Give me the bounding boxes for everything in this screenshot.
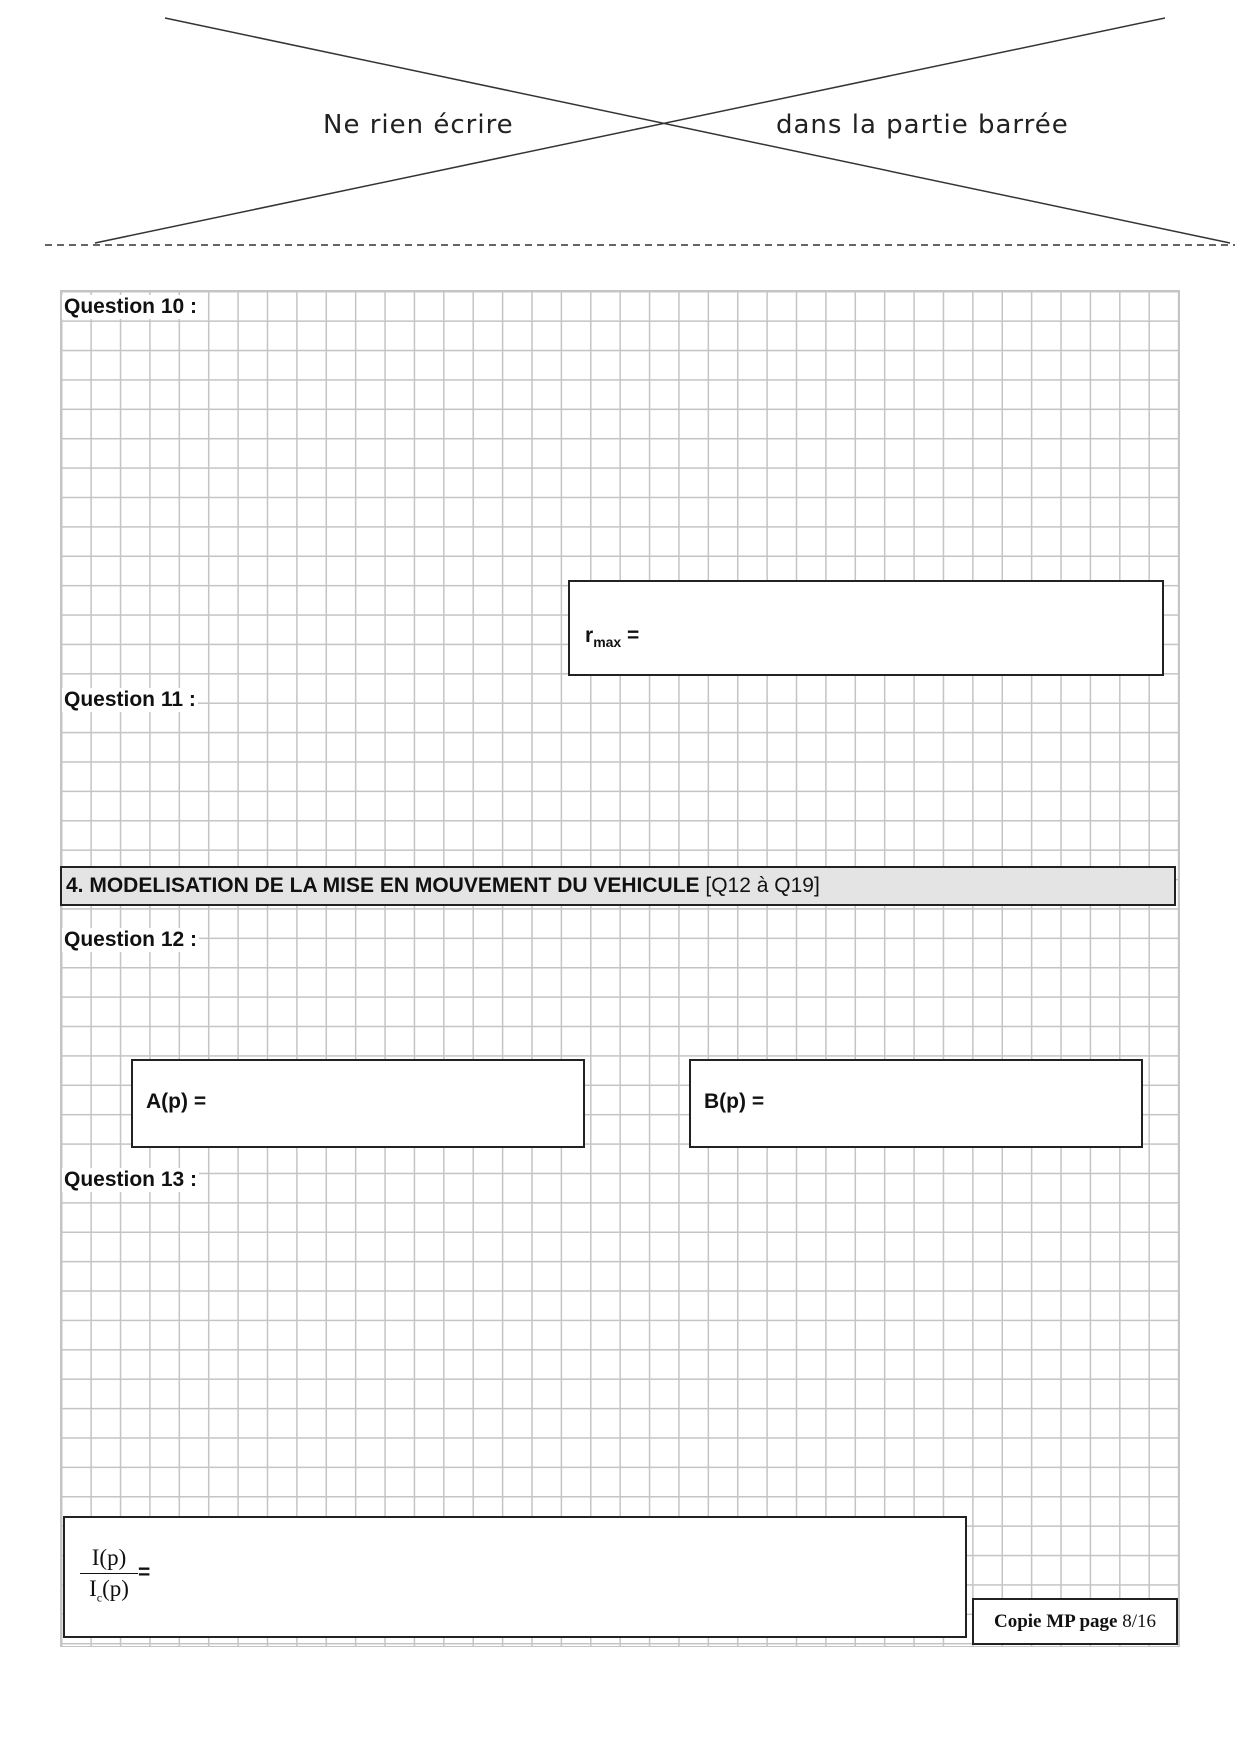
b-p-label: B(p) =: [704, 1090, 765, 1113]
fraction-equals: =: [138, 1561, 151, 1584]
section-header-4: 4. MODELISATION DE LA MISE EN MOUVEMENT DU VEHICULE [Q12 à Q19]: [60, 866, 1176, 906]
question-13-label: Question 13 :: [64, 1168, 198, 1191]
a-p-answer-box[interactable]: [131, 1059, 585, 1148]
b-p-answer-box[interactable]: [689, 1059, 1143, 1148]
question-11-label: Question 11 :: [64, 688, 196, 711]
transfer-function-answer-box[interactable]: [63, 1516, 967, 1638]
a-p-label: A(p) =: [146, 1090, 207, 1113]
rmax-answer-box[interactable]: [568, 580, 1164, 676]
banned-text-left: Ne rien écrire: [323, 110, 514, 140]
fraction-numerator: I(p): [80, 1545, 138, 1574]
banned-text-right: dans la partie barrée: [776, 110, 1069, 140]
rmax-label: $r_{max}$ =: [585, 624, 640, 651]
page-footer: Copie MP page 8/16: [972, 1598, 1178, 1645]
question-10-label: Question 10 :: [64, 295, 198, 318]
banned-zone: [0, 0, 1240, 250]
question-12-label: Question 12 :: [64, 928, 198, 951]
fraction-denominator: $I_c(p)$: [89, 1576, 129, 1605]
answer-grid[interactable]: [60, 290, 1180, 1647]
transfer-function-fraction: [80, 1545, 138, 1606]
